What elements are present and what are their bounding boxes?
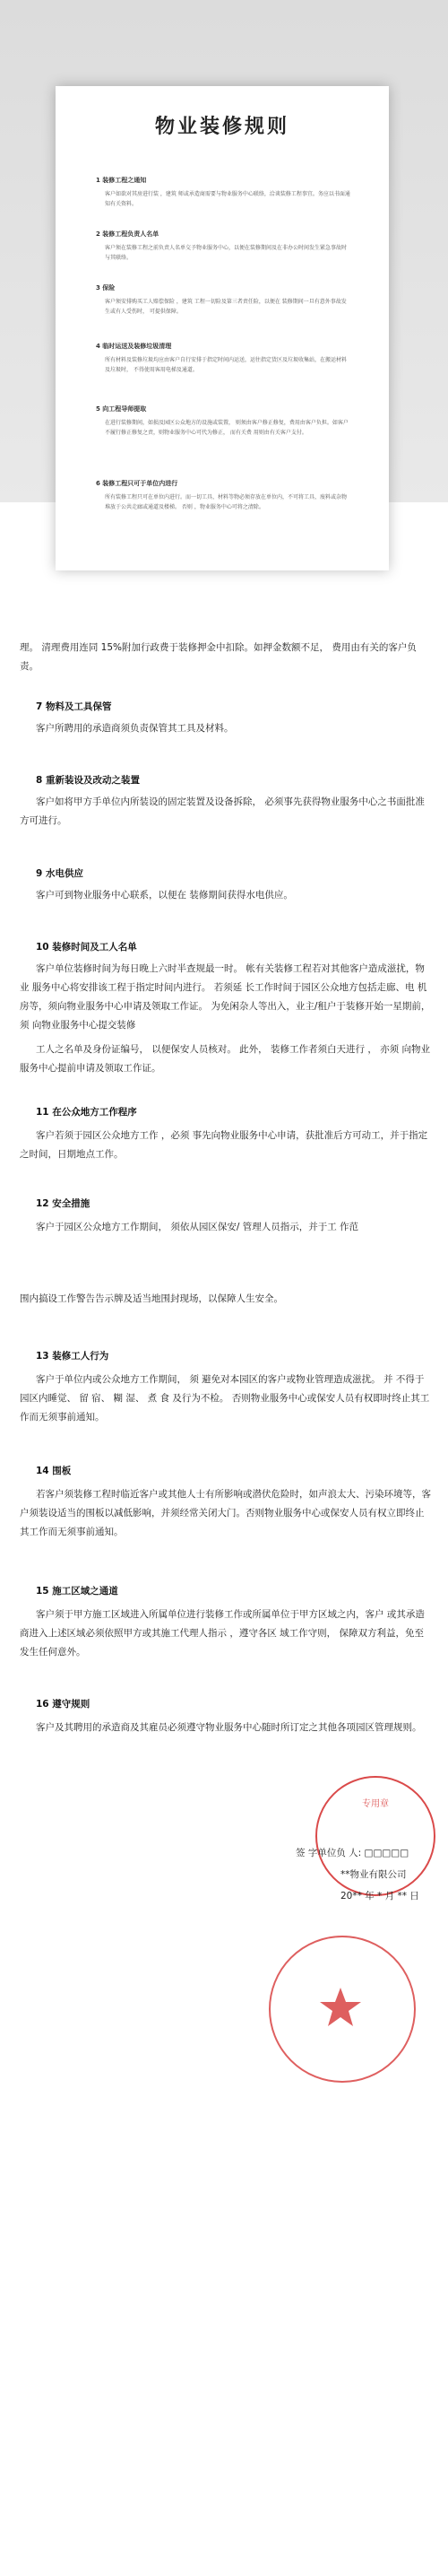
section-10-text-2: 工人之名单及身份证编号， 以便保安人员核对。 此外， 装修工作者须白天进行 ， 亦须 向物业服务中心提前申请及领取工作证。: [20, 1044, 431, 1074]
card-section-text: 所有材料及装修垃圾均应由客户自行安排于指定时间内运送，运往指定货区及垃圾收集站，在搬运材料及垃圾时， 不得使用客用电梯及通道。: [105, 357, 348, 373]
signature-company: **物业有限公司: [340, 1869, 407, 1880]
card-section-heading: 1 装修工程之通知: [96, 177, 147, 184]
card-section-text: 在进行装修期间，如损及园区公众地方的设施或装置， 则须由客户修正修复，费用由客户负担。如客户不履行修正修复之责，则物业服务中心可代为修正， 而有关费 用则由有关客户支付。: [105, 420, 349, 436]
card-section-text: 客户如欲对其房进行装 ，建筑 师或承造商需要与物业服务中心联络，洽谈装修工程事宜。务应以书面通知有关资料。: [105, 191, 350, 207]
card-section-2: [96, 230, 351, 263]
section-7-heading: 7 物料及工具保管: [36, 701, 112, 712]
card-title: 物业装修规则: [154, 116, 289, 138]
section-15-heading: 15 施工区域之通道: [36, 1586, 118, 1597]
seal-text: 专用章: [362, 1799, 389, 1809]
card-section-1: [96, 176, 351, 209]
card-section-heading: 4 临时运送及装修垃圾清理: [96, 343, 172, 350]
seal-star-icon: [269, 1936, 412, 2079]
section-10-heading: 10 装修时间及工人名单: [36, 942, 137, 953]
card-section-text: 客户须在装修工程之前负责人名单交予物业服务中心，以便在装修期间及在非办公时间发生紧急事故时与其联络。: [105, 245, 348, 261]
section-9-heading: 9 水电供应: [36, 868, 83, 879]
section-16-text: 客户及其聘用的承造商及其雇员必须遵守物业服务中心随时所订定之其他各项园区管理规则。: [36, 1722, 422, 1733]
section-8-heading: 8 重新装设及改动之装置: [36, 775, 140, 786]
section-12-heading: 12 安全措施: [36, 1198, 90, 1209]
card-section-5: [96, 405, 351, 438]
signature-person-line: 签 字单位负 人: □□□□□: [296, 1848, 409, 1858]
section-12-text-1: 客户于园区公众地方工作期间， 须依从园区保安/ 管理人员指示，并于工 作范: [36, 1222, 359, 1232]
section-11-heading: 11 在公众地方工作程序: [36, 1107, 137, 1118]
signature-date: 20** 年 * 月 ** 日: [340, 1891, 419, 1902]
intro-paragraph: 理。 清理费用连同 15%附加行政费于装修押金中扣除。如押金数额不足， 费用由有关的客户负责。: [20, 642, 417, 672]
section-8-text: 客户如将甲方手单位内所装设的固定装置及设备拆除， 必须事先获得物业服务中心之书面批准方可进行。: [20, 796, 425, 826]
section-12-text-2: 围内搞设工作警告告示牌及适当地围封现场，以保障人生安全。: [20, 1293, 283, 1304]
card-section-heading: 2 装修工程负责人名单: [96, 231, 159, 238]
section-13-heading: 13 装修工人行为: [36, 1351, 109, 1362]
card-section-4: [96, 342, 351, 375]
card-section-text: 客户须安排购买工人赔偿保险 ，建筑 工程一切险及第三者责任险，以便在 装修期间一旦有意外事故发生或有人受伤时， 可提供保障。: [105, 299, 347, 315]
section-11-text: 客户若须于园区公众地方工作 ，必须 事先向物业服务中心申请，获批准后方可动工，并于指定之时间，日期地点工作。: [20, 1130, 428, 1160]
document-preview-card: [56, 86, 389, 570]
card-section-6: [96, 479, 351, 512]
section-9-text: 客户可到物业服务中心联系，以便在 装修期间获得水电供应。: [36, 890, 293, 901]
card-section-heading: 5 向工程导师提取: [96, 405, 147, 413]
section-16-heading: 16 遵守规则: [36, 1699, 90, 1710]
card-section-heading: 6 装修工程只可于单位内进行: [96, 480, 178, 487]
section-14-text: 若客户须装修工程时临近客户或其他人士有所影响或潜伏危险时，如声浪太大、污染环境等，客户须装设适当的围板以减低影响，并须经常关闭大门。否则物业服务中心或保安人员有权立即终止其工作而无须事前通知。: [20, 1489, 431, 1537]
card-section-heading: 3 保险: [96, 284, 116, 292]
card-section-3: [96, 283, 351, 317]
section-13-text: 客户于单位内或公众地方工作期间， 须 避免对本园区的客户或物业管理造成滋扰。 并 不得于园区内睡觉、 留 宿、 糊 湿、 煮 食 及行为不检。 否则物业服务中心或保安人员有权即时终止其工作而无须事前通知。: [20, 1374, 430, 1423]
section-10-text-1: 客户单位装修时间为每日晚上六时半查规最一时。 帐有关装修工程若对其他客户造成滋扰，物业 服务中心将安排该工程于指定时间内进行。 若须延 长工作时间于园区公众地方包括走廊、电 机房等，须向物业服务中心申请及领取工作证。 为免闲杂人等出入，业主/租户于装修开始一星期前，须 向物业服务中心提交装修: [20, 963, 431, 1031]
section-15-text: 客户须于甲方施工区域进入所属单位进行装修工作或所属单位于甲方区域之内，客户 或其承造商进入上述区域必须依照甲方或其施工代理人指示 ，遵守各区 域工作守则， 保障双方利益，免至发生任何意外。: [20, 1609, 425, 1658]
section-14-heading: 14 围板: [36, 1466, 72, 1476]
section-7-text: 客户所聘用的承造商须负责保管其工具及材料。: [36, 723, 234, 734]
secondary-seal-stamp: [269, 1936, 416, 2083]
card-section-text: 所有装修工程只可在单位内进行。而一切工具、材料等物必须存放在单位内，不可将工具、废料或杂物堆放于公共走廊或通道及楼梯。 否则 ，物业服务中心可将之清除。: [105, 494, 348, 510]
